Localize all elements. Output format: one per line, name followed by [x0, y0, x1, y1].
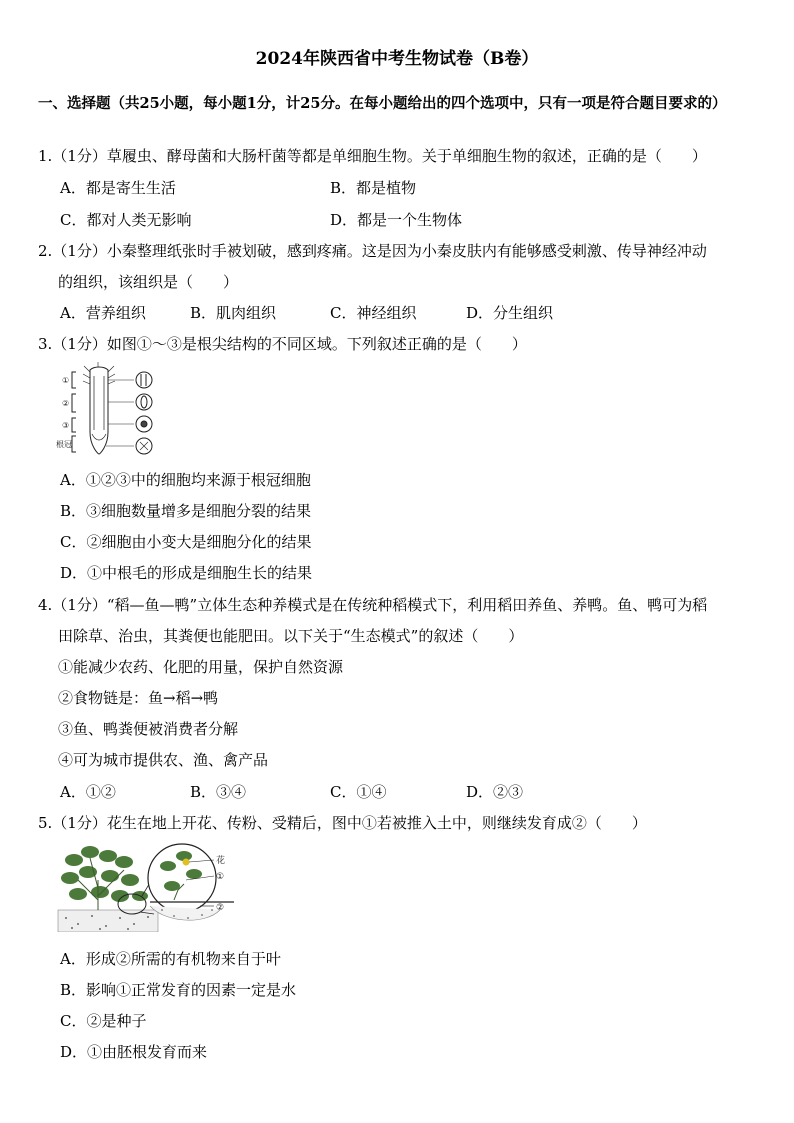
- q2-option-d: D．分生组织: [466, 304, 554, 322]
- fig5-label-flower: 花: [216, 856, 226, 866]
- q5-option-b: B．影响①正常发育的因素一定是水: [60, 981, 297, 999]
- section-heading: 一、选择题（共25小题，每小题1分，计25分。在每小题给出的四个选项中，只有一项是符合题目要求的）: [38, 95, 727, 112]
- q5-option-a: A．形成②所需的有机物来自于叶: [60, 950, 281, 968]
- q4-option-a: A．①②: [60, 783, 116, 801]
- q4-statement-3: ③鱼、鸭粪便被消费者分解: [58, 720, 239, 738]
- question-5-stem: 5.（1分）花生在地上开花、传粉、受精后，图中①若被推入土中，则继续发育成②（ ）: [38, 814, 647, 832]
- question-4-stem-line1: 4.（1分）“稻—鱼—鸭”立体生态种养模式是在传统种稻模式下，利用稻田养鱼、养鸭。鱼、鸭可为稻: [38, 596, 708, 614]
- q1-option-b: B．都是植物: [330, 179, 417, 197]
- q3-option-c: C．②细胞由小变大是细胞分化的结果: [60, 533, 312, 551]
- q2-option-c: C．神经组织: [330, 304, 417, 322]
- q1-option-a: A．都是寄生生活: [60, 179, 176, 197]
- question-1-stem: 1.（1分）草履虫、酵母菌和大肠杆菌等都是单细胞生物。关于单细胞生物的叙述，正确的是（ ）: [38, 147, 707, 165]
- q4-option-b: B．③④: [190, 783, 247, 801]
- question-2-stem-line2: 的组织，该组织是（ ）: [58, 273, 239, 291]
- fig3-label-rootcap: 根冠: [56, 440, 72, 449]
- question-2-stem-line1: 2.（1分）小秦整理纸张时手被划破，感到疼痛。这是因为小秦皮肤内有能够感受刺激、传导神经冲动: [38, 242, 707, 260]
- q3-option-a: A．①②③中的细胞均来源于根冠细胞: [60, 471, 311, 489]
- q4-option-d: D．②③: [466, 783, 524, 801]
- q5-option-d: D．①由胚根发育而来: [60, 1043, 208, 1061]
- q4-statement-1: ①能减少农药、化肥的用量，保护自然资源: [58, 658, 344, 676]
- fig3-label-3: ③: [62, 421, 70, 430]
- fig5-label-1: ①: [216, 872, 225, 882]
- q1-option-c: C．都对人类无影响: [60, 211, 192, 229]
- q2-option-b: B．肌肉组织: [190, 304, 277, 322]
- fig5-label-2: ②: [216, 903, 225, 913]
- q4-statement-2: ②食物链是：鱼→稻→鸭: [58, 689, 219, 707]
- page-title: 2024年陕西省中考生物试卷（B卷）: [255, 49, 539, 69]
- fig3-label-1: ①: [62, 376, 70, 385]
- q2-option-a: A．营养组织: [60, 304, 146, 322]
- q4-statement-4: ④可为城市提供农、渔、禽产品: [58, 751, 269, 769]
- peanut-plant-figure: [54, 840, 244, 932]
- fig3-label-2: ②: [62, 399, 70, 408]
- q4-option-c: C．①④: [330, 783, 387, 801]
- q1-option-d: D．都是一个生物体: [330, 211, 463, 229]
- root-tip-figure: [56, 362, 166, 458]
- question-3-stem: 3.（1分）如图①～③是根尖结构的不同区域。下列叙述正确的是（ ）: [38, 335, 527, 353]
- question-4-stem-line2: 田除草、治虫，其粪便也能肥田。以下关于“生态模式”的叙述（ ）: [58, 627, 524, 645]
- q5-option-c: C．②是种子: [60, 1012, 147, 1030]
- q3-option-d: D．①中根毛的形成是细胞生长的结果: [60, 564, 313, 582]
- q3-option-b: B．③细胞数量增多是细胞分裂的结果: [60, 502, 312, 520]
